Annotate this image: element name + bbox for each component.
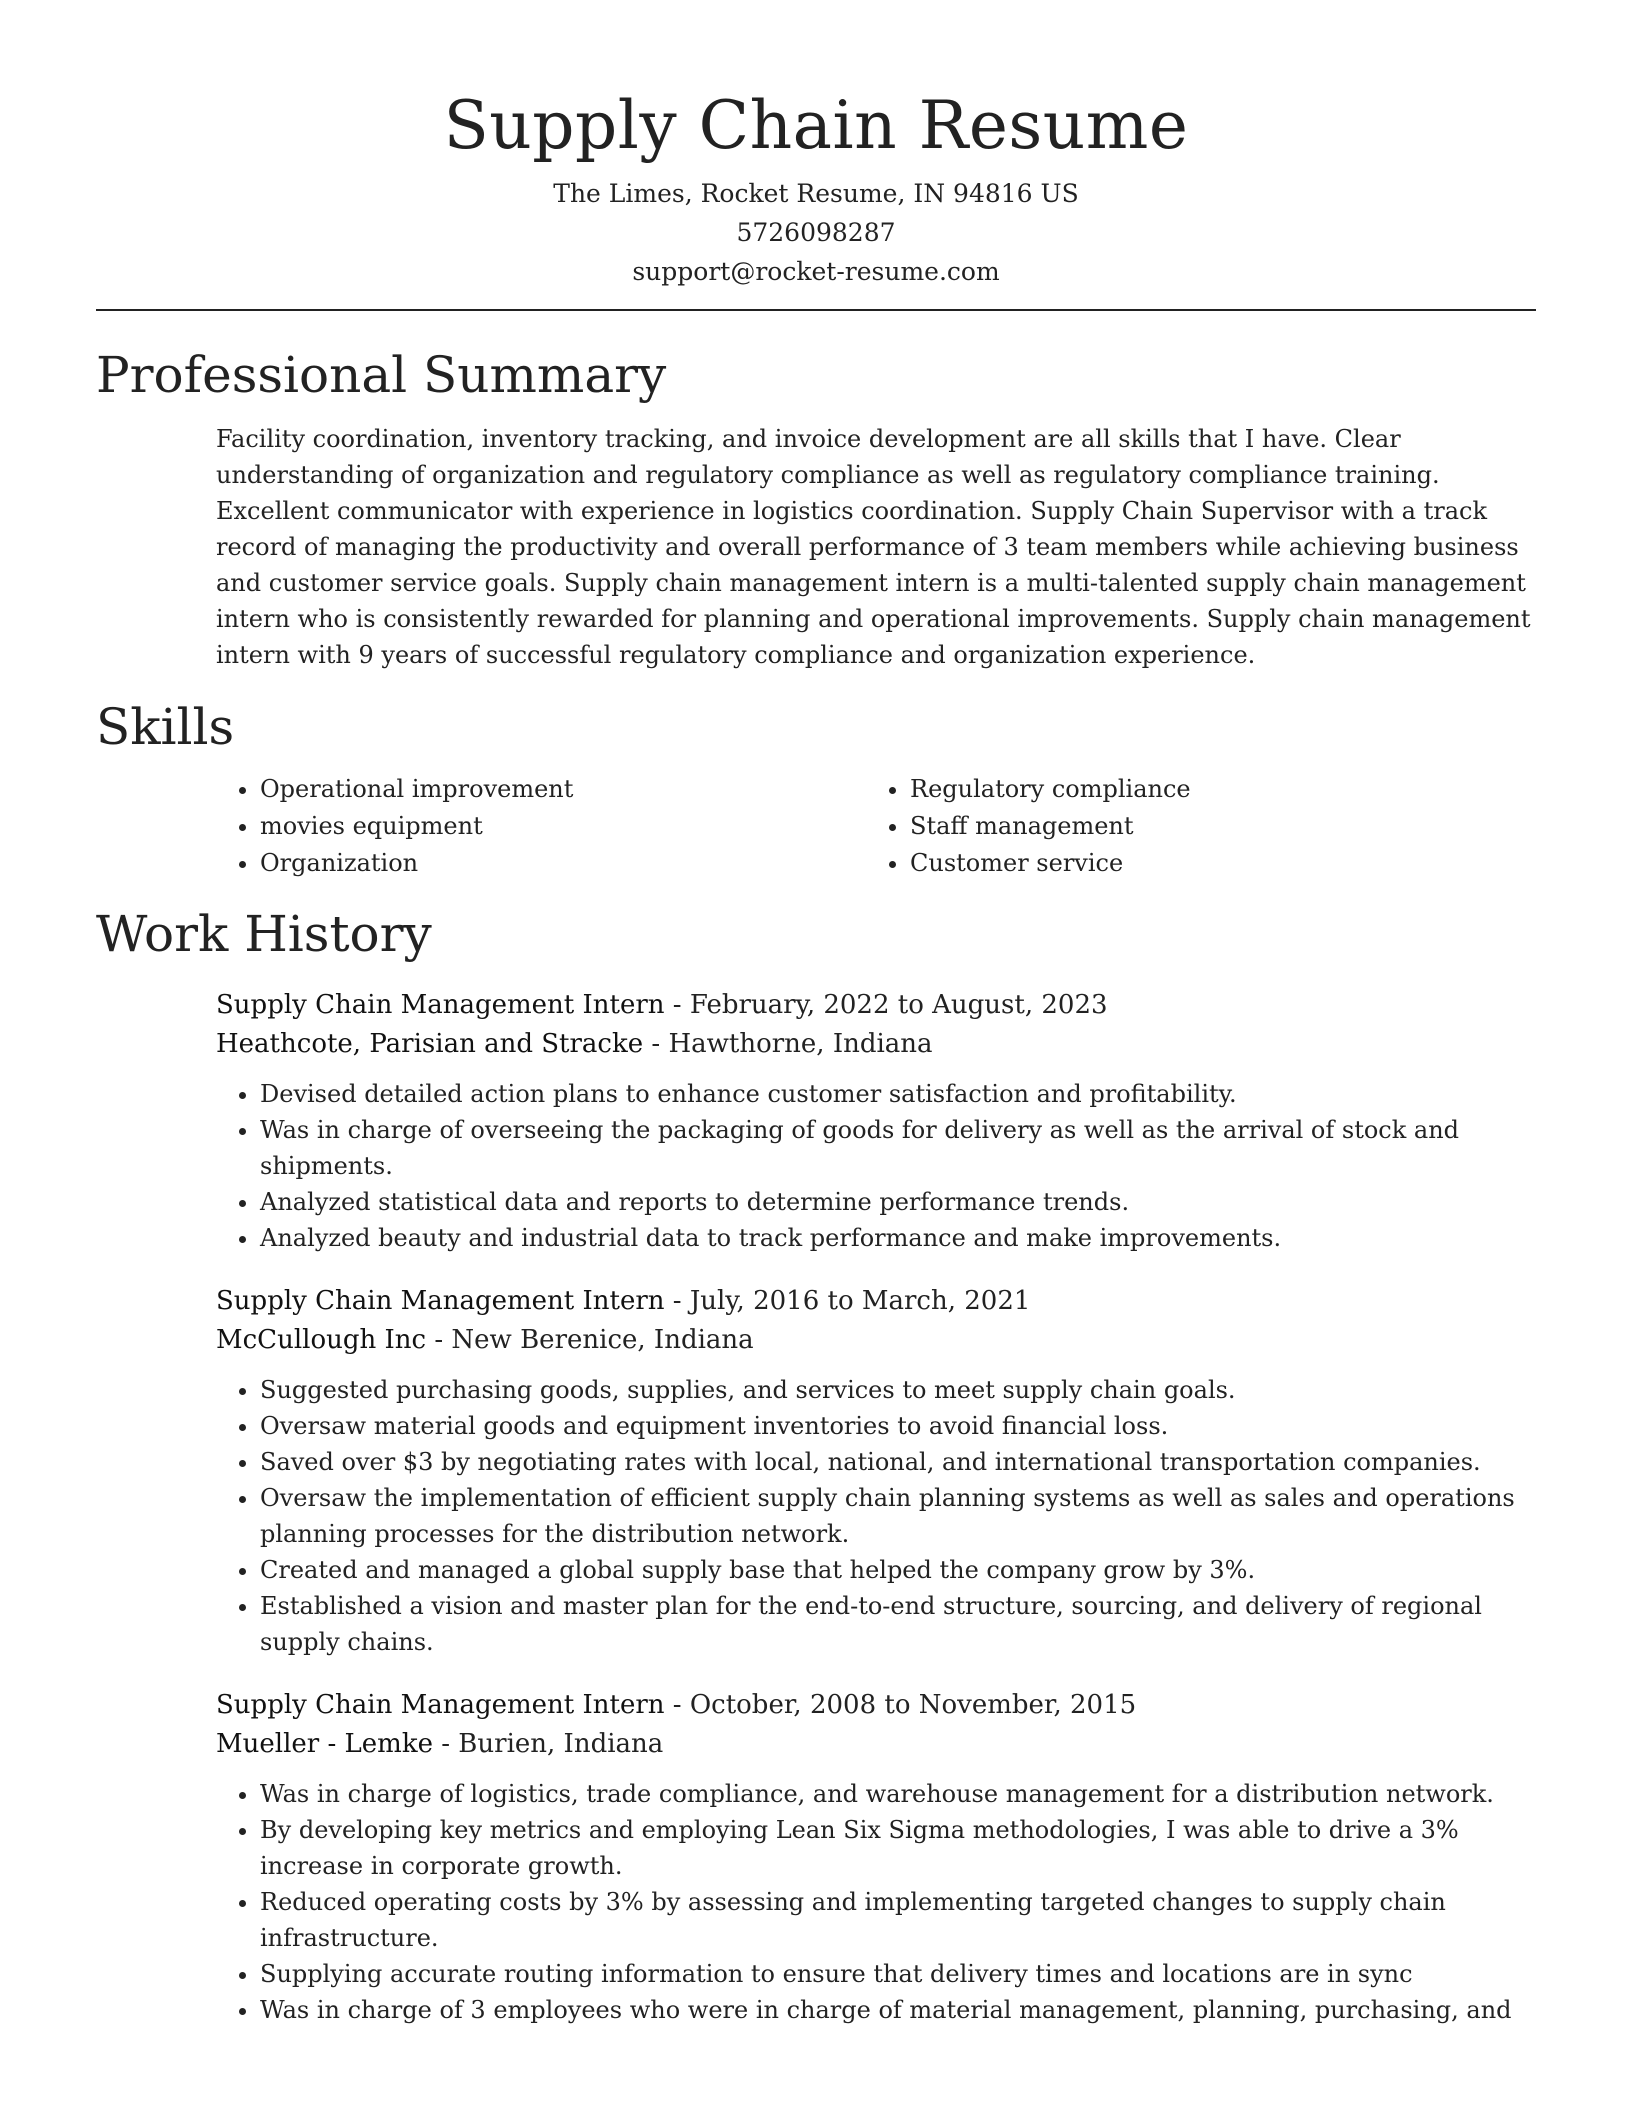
- job-bullet: • Created and managed a global supply base that helped the company grow by 3%.: [260, 1552, 1536, 1588]
- job-bullet: • Oversaw material goods and equipment inventories to avoid financial loss.: [260, 1408, 1536, 1444]
- job-bullet: • Suggested purchasing goods, supplies, and services to meet supply chain goals.: [260, 1372, 1536, 1408]
- skills-column-left: [216, 771, 866, 882]
- job-bullet: • Devised detailed action plans to enhance customer satisfaction and profitability.: [260, 1076, 1536, 1112]
- summary-heading: Professional Summary: [96, 346, 667, 404]
- job-bullet: • By developing key metrics and employing Lean Six Sigma methodologies, I was able to drive a 3% increase in corporate growth.: [260, 1812, 1536, 1884]
- job-location: Burien, Indiana: [458, 1729, 664, 1759]
- contact-address: The Limes, Rocket Resume, IN 94816 US: [553, 179, 1079, 208]
- resume-name: Supply Chain Resume: [443, 87, 1189, 164]
- skills-heading: Skills: [96, 698, 235, 756]
- skills-column-right: [866, 771, 1466, 882]
- job-company-line: Heathcote, Parisian and Stracke - Hawthorne, Indiana: [216, 1029, 933, 1059]
- job-company: Mueller - Lemke: [216, 1729, 433, 1759]
- job-bullets: [216, 1776, 1536, 2028]
- job-bullet: • Analyzed beauty and industrial data to track performance and make improvements.: [260, 1220, 1536, 1256]
- job-bullet: • Oversaw the implementation of efficient supply chain planning systems as well as sales and operations planning processes for the distribution network.: [260, 1480, 1536, 1552]
- job-entry: [216, 986, 1536, 1256]
- skills-section: [96, 697, 1536, 882]
- job-title: Supply Chain Management Intern: [216, 1286, 665, 1316]
- job-entry: [216, 1282, 1536, 1660]
- skills-columns: [216, 771, 1536, 882]
- skill-item: • Organization: [260, 845, 866, 882]
- job-bullet: • Was in charge of logistics, trade compliance, and warehouse management for a distribution network.: [260, 1776, 1536, 1812]
- summary-text: Facility coordination, inventory tracking, and invoice development are all skills that I have. Clear understanding of organization and regulatory compliance as well as regulatory compliance training. Excellent communicator with experience in logistics coordination. Supply Chain Supervisor with a track record of managing the productivity and overall performance of 3 team members while achieving business and customer service goals. Supply chain management intern is a multi-talented supply chain management intern who is consistently rewarded for planning and operational improvements. Supply chain management intern with 9 years of successful regulatory compliance and organization experience.: [216, 425, 1531, 669]
- job-bullet: • Supplying accurate routing information to ensure that delivery times and locations are in sync: [260, 1956, 1536, 1992]
- resume-header: [96, 0, 1536, 291]
- job-bullet: • Was in charge of 3 employees who were in charge of material management, planning, purchasing, and: [260, 1992, 1536, 2028]
- resume-page: [96, 0, 1536, 2028]
- job-bullet: • Reduced operating costs by 3% by assessing and implementing targeted changes to supply chain infrastructure.: [260, 1884, 1536, 1956]
- header-divider: [96, 309, 1536, 311]
- skill-item: • Customer service: [910, 845, 1466, 882]
- job-dates: October, 2008 to November, 2015: [689, 1690, 1137, 1720]
- job-bullets: [216, 1372, 1536, 1660]
- job-entry: [216, 1686, 1536, 2028]
- job-title-line: Supply Chain Management Intern - October, 2008 to November, 2015: [216, 1690, 1137, 1720]
- work-history-section: [96, 904, 1536, 2028]
- job-company-line: Mueller - Lemke - Burien, Indiana: [216, 1729, 664, 1759]
- job-dates: July, 2016 to March, 2021: [689, 1286, 1031, 1316]
- job-location: New Berenice, Indiana: [451, 1325, 754, 1355]
- job-bullets: [216, 1076, 1536, 1256]
- job-company: Heathcote, Parisian and Stracke: [216, 1029, 644, 1059]
- job-title-line: Supply Chain Management Intern - July, 2016 to March, 2021: [216, 1286, 1031, 1316]
- job-company: McCullough Inc: [216, 1325, 427, 1355]
- skill-item: • Regulatory compliance: [910, 771, 1466, 808]
- skill-item: • Staff management: [910, 808, 1466, 845]
- job-location: Hawthorne, Indiana: [668, 1029, 933, 1059]
- job-bullet: • Established a vision and master plan for the end-to-end structure, sourcing, and delivery of regional supply chains.: [260, 1588, 1536, 1660]
- job-dates: February, 2022 to August, 2023: [689, 990, 1108, 1020]
- skill-item: • Operational improvement: [260, 771, 866, 808]
- contact-email: support@rocket-resume.com: [632, 257, 1000, 286]
- job-title: Supply Chain Management Intern: [216, 990, 665, 1020]
- job-bullet: • Was in charge of overseeing the packaging of goods for delivery as well as the arrival of stock and shipments.: [260, 1112, 1536, 1184]
- skill-item: • movies equipment: [260, 808, 866, 845]
- job-bullet: • Analyzed statistical data and reports to determine performance trends.: [260, 1184, 1536, 1220]
- job-company-line: McCullough Inc - New Berenice, Indiana: [216, 1325, 754, 1355]
- job-title-line: Supply Chain Management Intern - February, 2022 to August, 2023: [216, 990, 1108, 1020]
- job-bullet: • Saved over $3 by negotiating rates with local, national, and international transportation companies.: [260, 1444, 1536, 1480]
- contact-phone: 5726098287: [736, 218, 896, 247]
- job-title: Supply Chain Management Intern: [216, 1690, 665, 1720]
- summary-section: [96, 345, 1536, 673]
- contact-info: [96, 174, 1536, 291]
- work-history-heading: Work History: [96, 905, 432, 963]
